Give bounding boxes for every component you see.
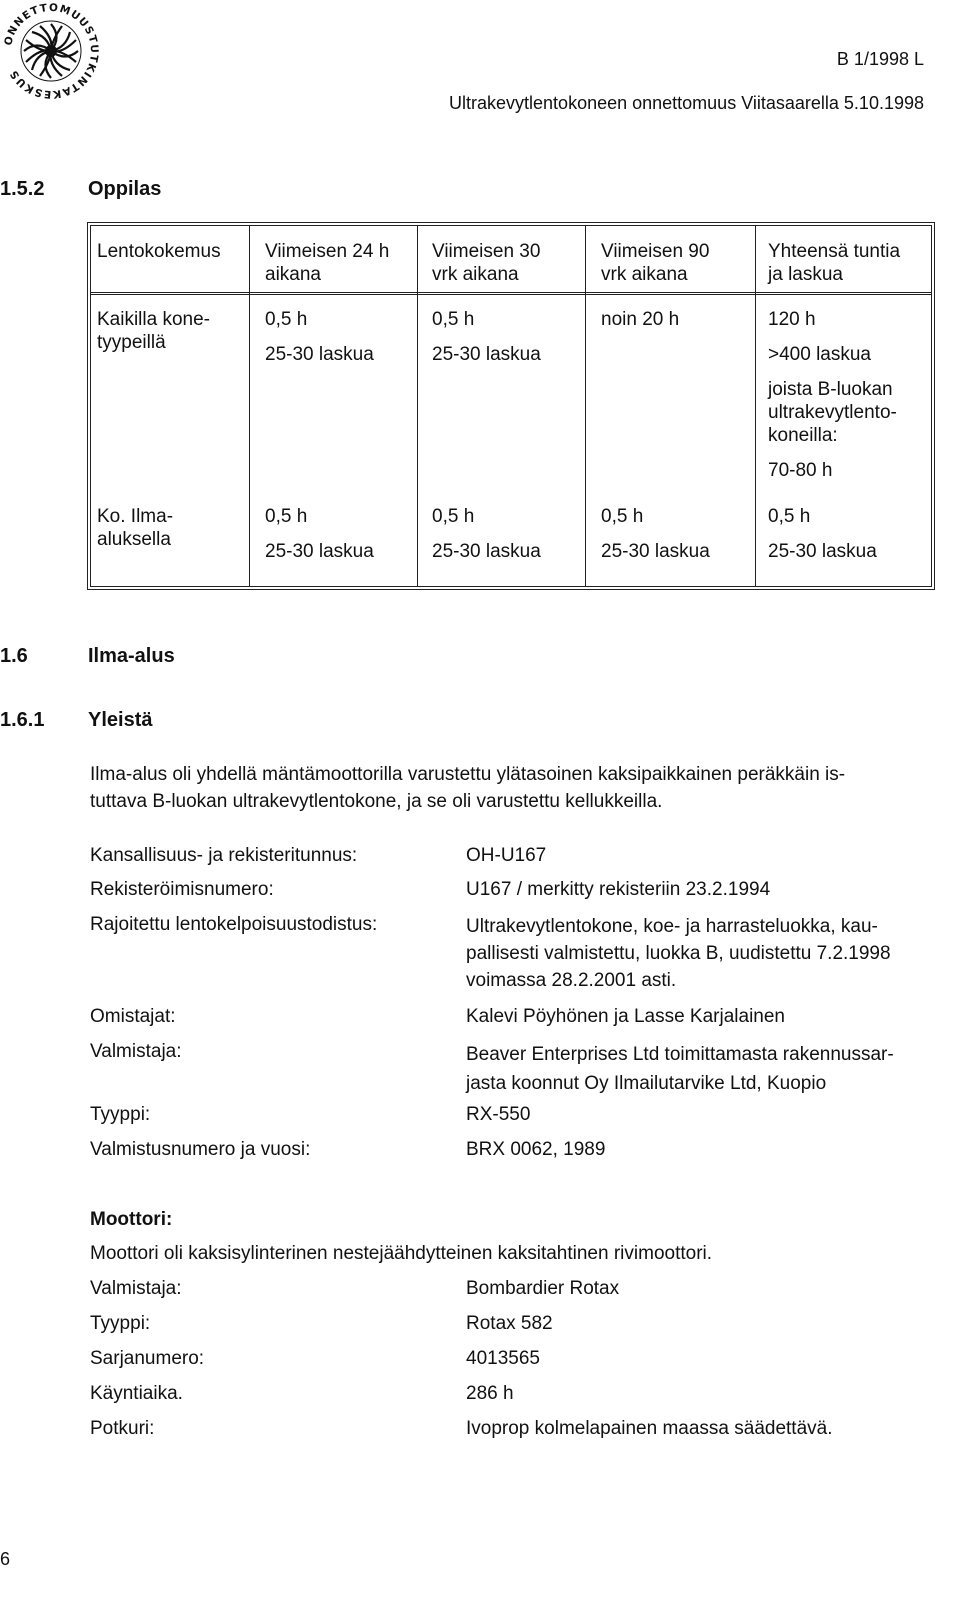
intro-paragraph bbox=[90, 761, 930, 815]
engine-heading: Moottori: bbox=[90, 1209, 173, 1230]
row-label-line: tyypeillä bbox=[97, 332, 166, 353]
cell-note: ultrakevytlento- bbox=[768, 402, 897, 423]
header-line: Viimeisen 30 bbox=[432, 241, 541, 262]
cell-landings: >400 laskua bbox=[768, 344, 871, 365]
engine-key-manufacturer: Valmistaja: bbox=[90, 1278, 182, 1299]
detail-key-manufacturer: Valmistaja: bbox=[90, 1041, 182, 1062]
agency-logo bbox=[2, 2, 100, 100]
engine-description: Moottori oli kaksisylinterinen nestejäähdytteinen kaksitahtinen rivimoottori. bbox=[90, 1243, 713, 1264]
table-header-divider bbox=[91, 292, 931, 295]
detail-key-nationality: Kansallisuus- ja rekisteritunnus: bbox=[90, 845, 358, 866]
column-divider bbox=[755, 226, 756, 586]
paragraph-line: tuttava B-luokan ultrakevytlentokone, ja se oli varustettu kellukkeilla. bbox=[90, 791, 663, 812]
header-line: Viimeisen 24 h bbox=[265, 241, 390, 262]
cell-this-total bbox=[768, 505, 877, 563]
header-30vrk bbox=[432, 240, 540, 286]
detail-value-registration: U167 / merkitty rekisteriin 23.2.1994 bbox=[466, 879, 771, 900]
header-line: aikana bbox=[265, 264, 321, 285]
engine-key-type: Tyyppi: bbox=[90, 1313, 151, 1334]
cell-this-24h bbox=[265, 505, 374, 563]
section-title: Oppilas bbox=[88, 178, 162, 200]
cell-hours: 0,5 h bbox=[768, 506, 811, 527]
cell-landings: 25-30 laskua bbox=[265, 344, 374, 365]
cell-hours: 0,5 h bbox=[265, 506, 308, 527]
cell-all-30vrk bbox=[432, 308, 541, 366]
header-total bbox=[768, 240, 900, 286]
cell-hours: 70-80 h bbox=[768, 460, 833, 481]
header-line: ja laskua bbox=[768, 264, 843, 285]
row-label-all-types bbox=[97, 308, 210, 354]
detail-value-serial-year: BRX 0062, 1989 bbox=[466, 1139, 606, 1160]
detail-value-line: voimassa 28.2.2001 asti. bbox=[466, 970, 677, 991]
engine-value-manufacturer: Bombardier Rotax bbox=[466, 1278, 620, 1299]
section-title: Yleistä bbox=[88, 709, 153, 731]
document-title: Ultrakevytlentokoneen onnettomuus Viitasaarella 5.10.1998 bbox=[449, 93, 924, 113]
cell-note: joista B-luokan bbox=[768, 379, 893, 400]
column-divider bbox=[249, 226, 250, 586]
cell-landings: 25-30 laskua bbox=[432, 541, 541, 562]
cell-all-total bbox=[768, 308, 897, 482]
cell-note: koneilla: bbox=[768, 425, 838, 446]
engine-key-serial: Sarjanumero: bbox=[90, 1348, 205, 1369]
detail-value-airworthiness bbox=[466, 913, 891, 994]
header-line: Yhteensä tuntia bbox=[768, 241, 901, 262]
row-label-this-aircraft bbox=[97, 505, 173, 551]
row-label-line: aluksella bbox=[97, 529, 171, 550]
cell-hours: 0,5 h bbox=[601, 506, 644, 527]
column-divider bbox=[585, 226, 586, 586]
section-number: 1.5.2 bbox=[0, 178, 45, 200]
cell-all-24h bbox=[265, 308, 374, 366]
detail-key-airworthiness: Rajoitettu lentokelpoisuustodistus: bbox=[90, 914, 378, 935]
paragraph-line: Ilma-alus oli yhdellä mäntämoottorilla varustettu ylätasoinen kaksipaikkainen peräkkäin is- bbox=[90, 764, 846, 785]
detail-value-line: Beaver Enterprises Ltd toimittamasta rakennussar- bbox=[466, 1044, 894, 1065]
cell-this-90vrk bbox=[601, 505, 710, 563]
detail-value-line: jasta koonnut Oy Ilmailutarvike Ltd, Kuopio bbox=[466, 1073, 827, 1094]
cell-landings: 25-30 laskua bbox=[265, 541, 374, 562]
column-divider bbox=[417, 226, 418, 586]
detail-key-registration: Rekisteröimisnumero: bbox=[90, 879, 274, 900]
cell-hours: 0,5 h bbox=[432, 506, 475, 527]
cell-landings: 25-30 laskua bbox=[432, 344, 541, 365]
experience-table bbox=[87, 222, 935, 590]
svg-text:ONNETTOMUUSTUTKINTAKESKUS: ONNETTOMUUSTUTKINTAKESKUS bbox=[2, 2, 100, 100]
cell-landings: 25-30 laskua bbox=[601, 541, 710, 562]
header-line: Viimeisen 90 bbox=[601, 241, 710, 262]
header-24h bbox=[265, 240, 389, 286]
engine-value-runtime: 286 h bbox=[466, 1383, 514, 1404]
section-heading-16 bbox=[0, 643, 400, 669]
header-line: Lentokokemus bbox=[97, 241, 221, 262]
cell-all-90vrk bbox=[601, 308, 679, 331]
header-lentokokemus bbox=[97, 240, 221, 263]
header-90vrk bbox=[601, 240, 709, 286]
cell-landings: 25-30 laskua bbox=[768, 541, 877, 562]
cell-hours: noin 20 h bbox=[601, 309, 680, 330]
engine-value-propeller: Ivoprop kolmelapainen maassa säädettävä. bbox=[466, 1418, 833, 1439]
detail-value-type: RX-550 bbox=[466, 1104, 531, 1125]
row-label-line: Ko. Ilma- bbox=[97, 506, 174, 527]
section-number: 1.6 bbox=[0, 645, 28, 667]
detail-value-nationality: OH-U167 bbox=[466, 845, 547, 866]
section-number: 1.6.1 bbox=[0, 709, 45, 731]
detail-key-owners: Omistajat: bbox=[90, 1006, 176, 1027]
engine-key-propeller: Potkuri: bbox=[90, 1418, 155, 1439]
detail-key-serial-year: Valmistusnumero ja vuosi: bbox=[90, 1139, 311, 1160]
detail-key-type: Tyyppi: bbox=[90, 1104, 151, 1125]
cell-this-30vrk bbox=[432, 505, 541, 563]
detail-value-line: Ultrakevytlentokone, koe- ja harrasteluokka, kau- bbox=[466, 916, 878, 937]
engine-value-serial: 4013565 bbox=[466, 1348, 540, 1369]
row-label-line: Kaikilla kone- bbox=[97, 309, 210, 330]
section-title: Ilma-alus bbox=[88, 645, 175, 667]
page-number: 6 bbox=[0, 1549, 11, 1569]
section-heading-161 bbox=[0, 707, 400, 733]
section-heading-152 bbox=[0, 176, 400, 202]
header-line: vrk aikana bbox=[601, 264, 688, 285]
cell-hours: 0,5 h bbox=[265, 309, 308, 330]
detail-value-manufacturer bbox=[466, 1040, 894, 1098]
engine-value-type: Rotax 582 bbox=[466, 1313, 553, 1334]
engine-key-runtime: Käyntiaika. bbox=[90, 1383, 183, 1404]
document-id: B 1/1998 L bbox=[836, 49, 924, 69]
cell-hours: 120 h bbox=[768, 309, 816, 330]
header-line: vrk aikana bbox=[432, 264, 519, 285]
cell-hours: 0,5 h bbox=[432, 309, 475, 330]
detail-value-line: pallisesti valmistettu, luokka B, uudistettu 7.2.1998 bbox=[466, 943, 891, 964]
detail-value-owners: Kalevi Pöyhönen ja Lasse Karjalainen bbox=[466, 1006, 785, 1027]
